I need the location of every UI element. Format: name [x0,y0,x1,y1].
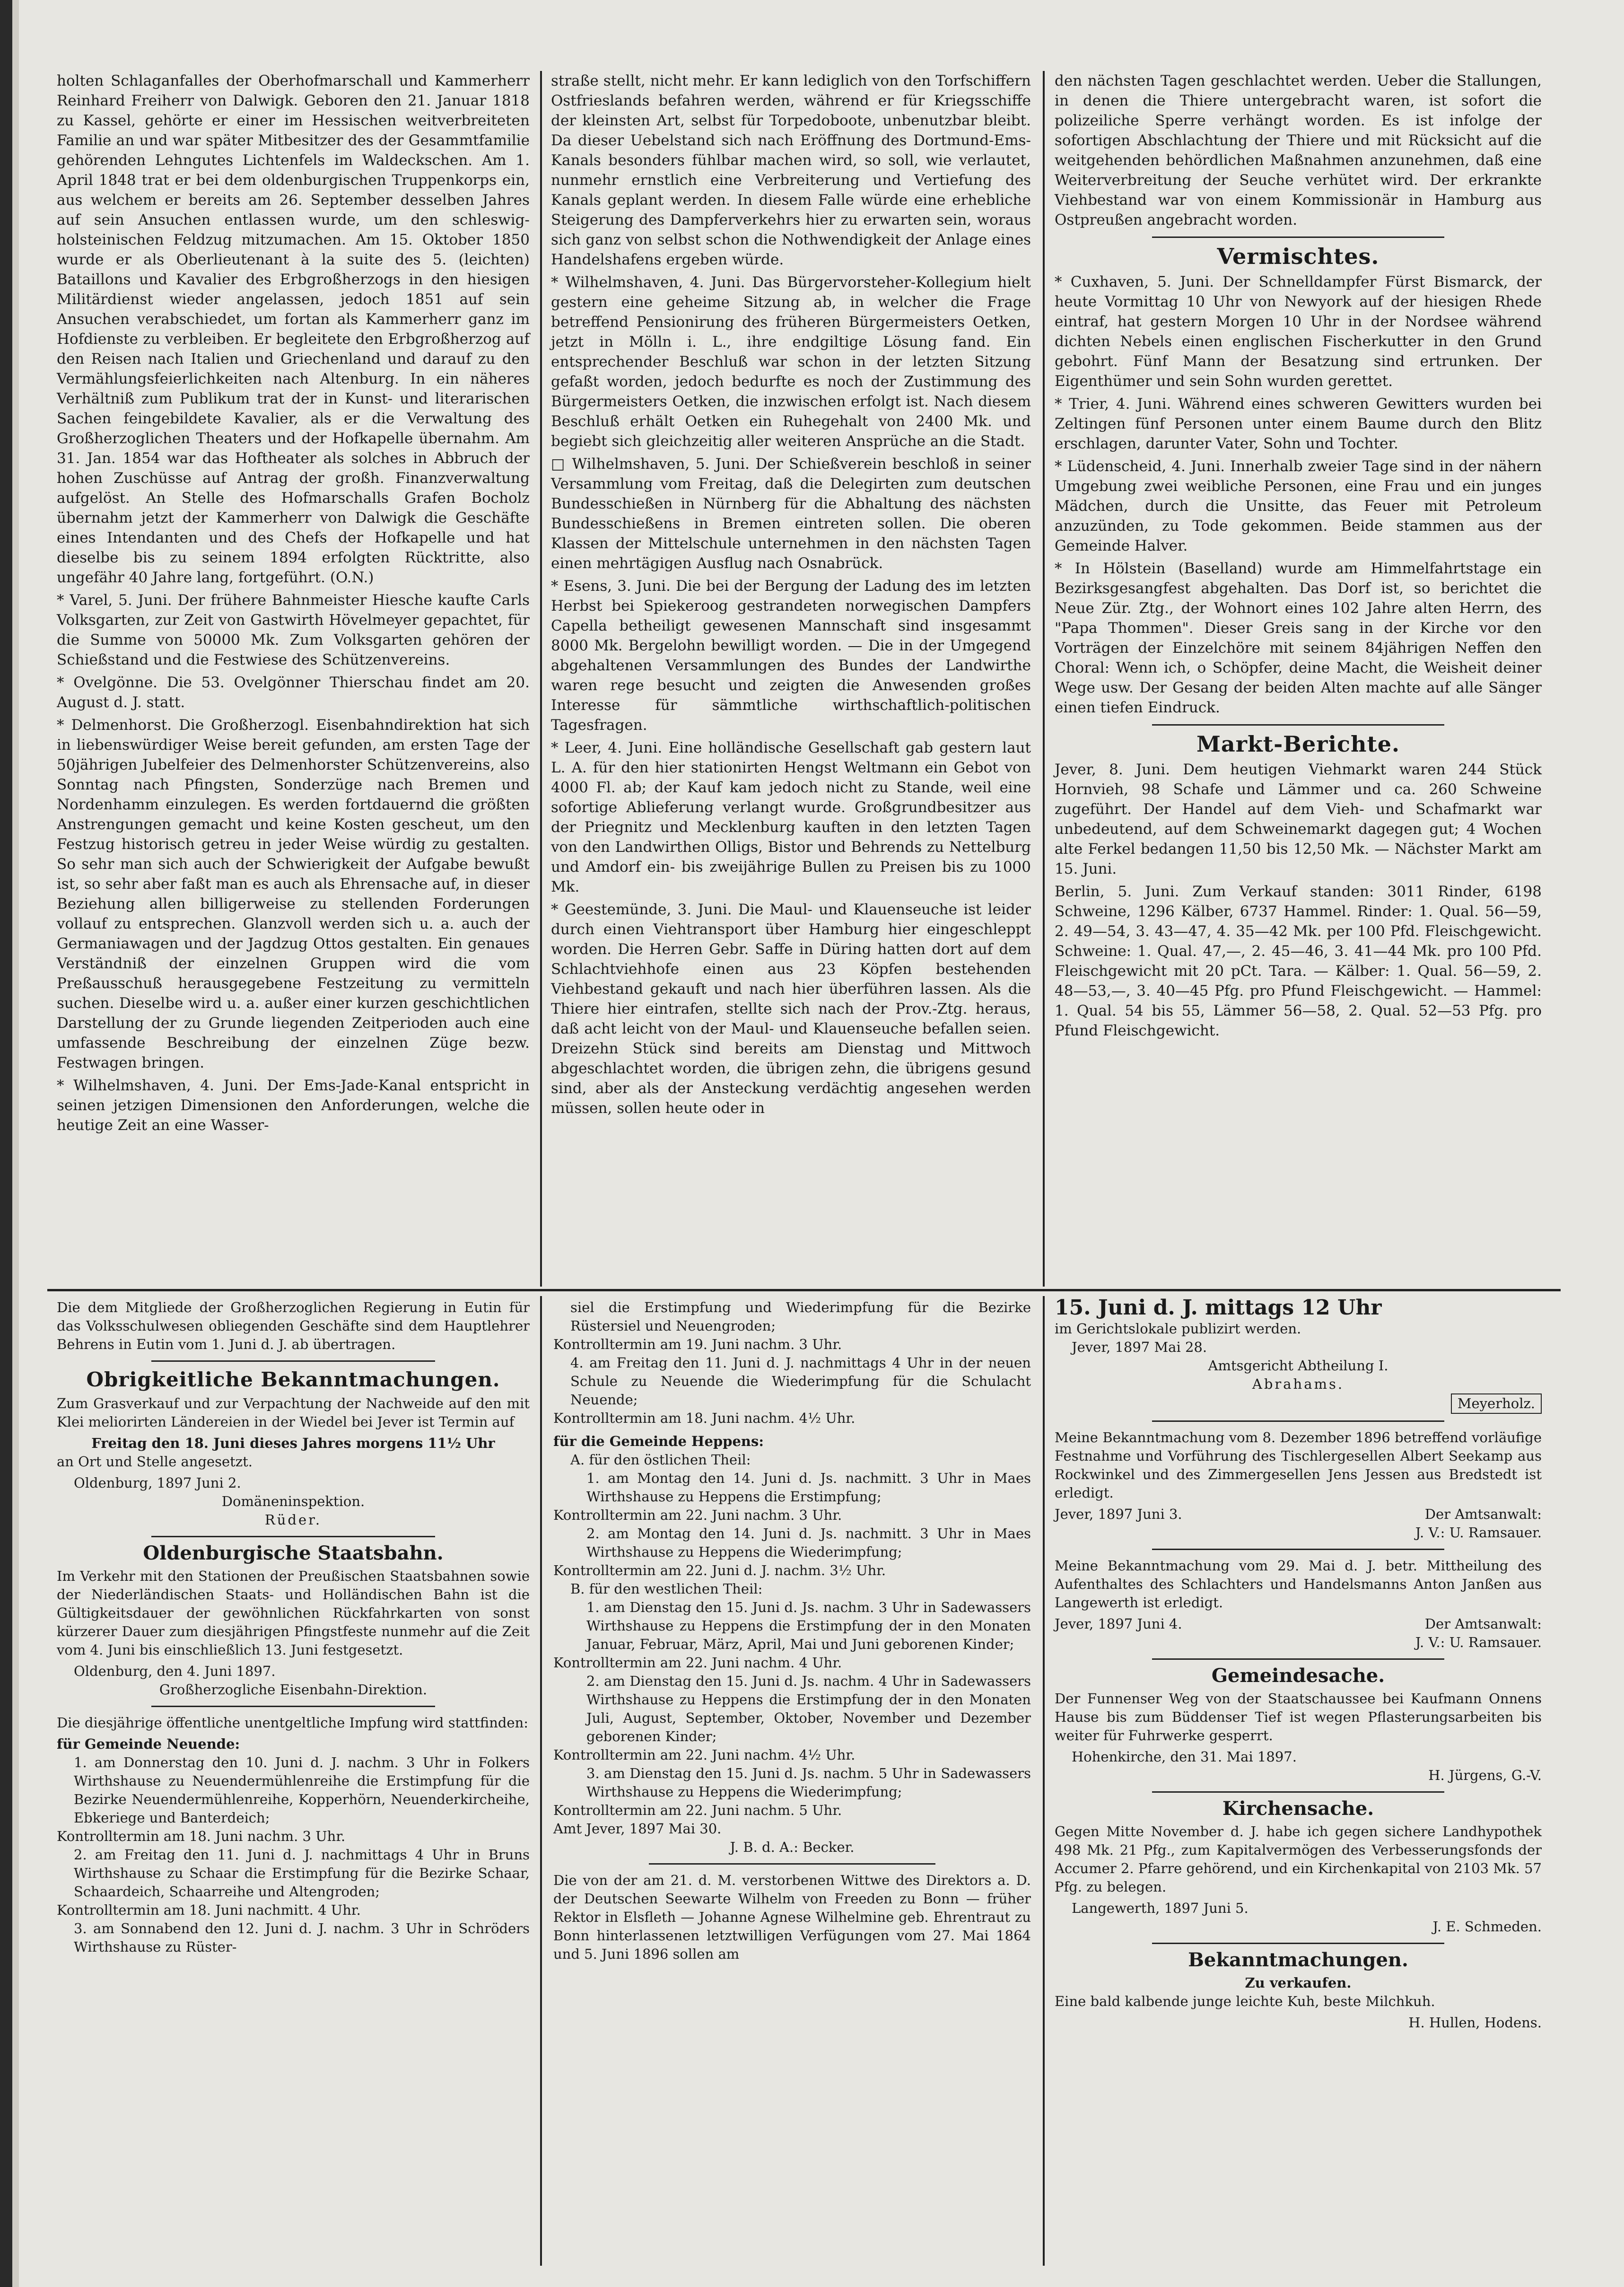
section-divider [47,1289,1561,1291]
divider [151,1706,435,1707]
impfung-item: 2. am Montag den 14. Juni d. Js. nachmitt. 3 Uhr in Maes Wirthshause zu Heppens die Wiederimpfung; [586,1525,1031,1560]
ads-rule-1 [540,1296,542,2266]
section-title-gemeindesache: Gemeindesache. [1211,1665,1385,1687]
notice-testament: Die von der am 21. d. M. verstorbenen Wittwe des Direktors a. D. der Deutschen Seewarte Wilhelm von Freeden zu Bonn — früher Rektor in Elsfleth — Johanne Agnese Wilhelmine geb. Ehrentraut zu Bonn hinterlassenen letztwilligen Verfügungen vom 27. Mai 1864 und 5. Juni 1896 sollen am [553,1872,1031,1962]
impfung-item: 4. am Freitag den 11. Juni d. J. nachmittags 4 Uhr in der neuen Schule zu Neuende die Wiederimpfung für die Schulacht Neuende; [570,1355,1031,1408]
signature-office: Amtsgericht Abtheilung I. [1208,1358,1388,1374]
kontrolltermin: Kontrolltermin am 18. Juni nachmitt. 4 Uhr. [57,1902,361,1918]
signature-name: H. Jürgens, G.-V. [1428,1767,1542,1783]
impfung-item: 3. am Sonnabend den 12. Juni d. J. nachm. 3 Uhr in Schröders Wirthshause zu Rüster- [74,1920,530,1955]
announcements-column-1 [57,1298,530,1956]
signature-clerk: Meyerholz. [1451,1393,1542,1414]
kontrolltermin: Kontrolltermin am 22. Juni nachm. 5 Uhr. [553,1802,842,1818]
article-varel: * Varel, 5. Juni. Der frühere Bahnmeister Hiesche kaufte Carls Volksgarten, zur Zeit von Gastwirth Hövelmeyer gepachtet, für die Summe von 50000 Mk. Zum Volksgarten gehören der Schießstand und die Festwiese des Schützenvereins. [57,592,530,668]
section-title-markt: Markt-Berichte. [1196,731,1400,757]
article-delmenhorst: * Delmenhorst. Die Großherzogl. Eisenbahndirektion hat sich in liebenswürdiger Weise bereit gefunden, am ersten Tage der 50jährigen Jubelfeier des Delmenhorster Schützenvereins, also Sonntag nach Pfingsten, Sonderzüge nach Bremen und Nordenhamm einzulegen. Es werden fortdauernd die größten Anstrengungen gemacht und keine Kosten gescheut, um den Festzug historisch getreu in jeder Weise würdig zu gestalten. So sehr man sich auch der Schwierigkeit der Aufgabe bewußt ist, so sehr aber faßt man es auch als Ehrensache auf, in dieser Beziehung allen billigerweise zu stellenden Forderungen vollauf zu entsprechen. Glanzvoll werden sich u. a. auch der Germaniawagen und der Jagdzug Ottos gestalten. Ein genaues Verständniß der einzelnen Gruppen wird die vom Preßausschuß herausgegebene Festzeitung zu vermitteln suchen. Dieselbe wird u. a. außer einer kurzen geschichtlichen Darstellung der zu Grunde liegenden Zeitperioden auch eine umfassende Beschreibung der einzelnen Züge bezw. Festwagen bringen. [57,717,530,1071]
article-wilhelmshaven-kanal: * Wilhelmshaven, 4. Juni. Der Ems-Jade-Kanal entspricht in seinen jetzigen Dimensionen den Anforderungen, welche die heutige Zeit an eine Wasser- [57,1077,530,1134]
kontrolltermin: Kontrolltermin am 22. Juni nachm. 3 Uhr. [553,1507,842,1523]
article-dalwigk: holten Schlaganfalles der Oberhofmarschall und Kammerherr Reinhard Freiherr von Dalwigk. Geboren den 21. Januar 1818 zu Kassel, gehörte er einer im Hessischen weitverbreiteten Familie an und war später Mitbesitzer des der Gesammtfamilie gehörenden Lehngutes Lichtenfels im Waldeckschen. Am 1. April 1848 trat er bei dem oldenburgischen Truppenkorps ein, aus welchem er bereits am 26. September desselben Jahres auf sein Ansuchen entlassen wurde, um den schleswig-holsteinischen Feldzug mitzumachen. Am 15. Oktober 1850 wurde er als Oberlieutenant à la suite des 5. (leichten) Bataillons und Kavalier des Erbgroßherzogs in den hiesigen Militärdienst wieder angelassen, jedoch 1851 auf sein Ansuchen verabschiedet, um fortan als Kammerherr ganz im Hofdienste zu verbleiben. Er begleitete den Erbgroßherzog auf den Reisen nach Italien und Griechenland und darauf zu den Vermählungsfeierlichkeiten nach Altenburg. In ein näheres Verhältniß zum Publikum trat der in Kunst- und literarischen Sachen feingebildete Kavalier, als er die Verwaltung des Großherzoglichen Theaters und der Hofkapelle übernahm. Am 31. Jan. 1854 war das Hoftheater als solches in Abbruch der hohen Zuschüsse auf Antrag der großh. Finanzverwaltung aufgelöst. An Stelle des Hofmarschalls Grafen Bocholz übernahm jetzt der Kammerherr von Dalwigk die Geschäfte eines Intendanten und des Chefs der Hofkapelle und hat dieselbe bis zu seinem 1894 erfolgten Rücktritte, also ungefähr 40 Jahre lang, fortgeführt. (O.N.) [57,72,530,586]
column-1 [57,71,530,1138]
notice-grasverkauf-date: Freitag den 18. Juni dieses Jahres morgens 11½ Uhr [91,1435,495,1451]
left-page-edge [0,0,12,2287]
signature-office: Der Amtsanwalt: [1424,1616,1542,1632]
signature-office: Domäneninspektion. [221,1493,365,1509]
publication-date: 15. Juni d. J. mittags 12 Uhr [1055,1296,1382,1320]
kontrolltermin: Kontrolltermin am 18. Juni nachm. 3 Uhr. [57,1828,346,1844]
signature-name: Rüder. [264,1512,322,1528]
section-title-obrigkeitlich: Obrigkeitliche Bekanntmachungen. [86,1368,500,1391]
impfung-item: 2. am Dienstag den 15. Juni d. Js. nachm. 4 Uhr in Sadewassers Wirthshause zu Heppens die Erstimpfung der in den Monaten Juli, August, September, Oktober, November und Dezember geborenen Kinder; [586,1673,1031,1744]
notice-impfung: Die diesjährige öffentliche unentgeltliche Impfung wird stattfinden: [57,1715,529,1731]
section-title-staatsbahn: Oldenburgische Staatsbahn. [143,1542,444,1564]
article-berlin-markt: Berlin, 5. Juni. Zum Verkauf standen: 3011 Rinder, 6198 Schweine, 1296 Kälber, 6737 Hammel. Rinder: 1. Qual. 56—59, 2. 49—54, 3. 43—47, 4. 35—42 Mk. per 100 Pfd. Fleischgewicht. Schweine: 1. Qual. 47,—, 2. 45—46, 3. 41—44 Mk. pro 100 Pfd. Fleischgewicht mit 20 pCt. Tara. — Kälber: 1. Qual. 56—59, 2. 48—53,—, 3. 40—45 Pfg. pro Pfund Fleischgewicht. — Hammel: 1. Qual. 54 bis 55, Lämmer 56—58, 2. Qual. 52—53 Pfg. pro Pfund Fleischgewicht. [1055,883,1542,1039]
kontrolltermin: Kontrolltermin am 22. Juni d. J. nachm. 3½ Uhr. [553,1562,886,1578]
divider [649,1863,935,1865]
signature-place-date: Jever, 1897 Mai 28. [1072,1339,1207,1355]
notice-grasverkauf-end: an Ort und Stelle angesetzt. [57,1454,253,1470]
section-title-kirchensache: Kirchensache. [1222,1797,1374,1820]
signature-place-date: Oldenburg, 1897 Juni 2. [74,1475,241,1491]
divider [1152,1658,1444,1660]
article-wilhelmshaven-schiessverein: □ Wilhelmshaven, 5. Juni. Der Schießverein beschloß in seiner Versammlung vom Freitag, daß die Delegirten zum deutschen Bundesschießen in Nürnberg für die Abhaltung des nächsten Bundesschießens in Bremen eintreten sollen. Die oberen Klassen der Mittelschule unternehmen in den nächsten Tagen einen mehrtägigen Ausflug nach Osnabrück. [551,456,1031,572]
column-3 [1055,71,1542,1043]
signature-place-date: Oldenburg, den 4. Juni 1897. [74,1663,276,1679]
impfung-item: 1. am Donnerstag den 10. Juni d. J. nachm. 3 Uhr in Folkers Wirthshause zu Neuendermühlenreihe die Erstimpfung für die Bezirke Neuendermühlenreihe, Kopperhörn, Neuenderkircheihe, Ebkeriege und Banterdeich; [74,1754,530,1826]
impfung-item: 3. am Dienstag den 15. Juni d. Js. nachm. 5 Uhr in Sadewassers Wirthshause zu Heppens die Wiederimpfung; [586,1765,1031,1800]
notice-grasverkauf: Zum Grasverkauf und zur Verpachtung der Nachweide auf den mit Klei meliorirten Ländereien in der Wiedel bei Jever ist Termin auf [57,1395,530,1430]
announcements-column-3 [1055,1298,1542,2032]
article-hoelstein: * In Hölstein (Baselland) wurde am Himmelfahrtstage ein Bezirksgesangfest abgehalten. Das Dorf ist, so berichtet die Neue Zür. Ztg., der Wohnort eines 102 Jahre alten Herrn, des "Papa Thommen". Dieser Greis sang in der Kirche vor den Vorträgen der Einzelchöre mit seinem 84jährigen Neffen den Choral: Wenn ich, o Schöpfer, deine Macht, die Weisheit deiner Wege usw. Der Gesang der beiden Alten machte auf alle Sänger einen tiefen Eindruck. [1055,560,1542,716]
divider [1152,1943,1444,1944]
page-gutter [12,0,19,2287]
signature-row [1055,1615,1542,1633]
article-wilhelmshaven-buergervorsteher: * Wilhelmshaven, 4. Juni. Das Bürgervorsteher-Kollegium hielt gestern eine geheime Sitzung ab, in welcher die Frage betreffend Pensionirung des früheren Bürgermeisters Oetken, jetzt in Mölln i. L., ihre endgiltige Lösung fand. Ein entsprechender Beschluß war schon in der letzten Sitzung gefaßt worden, jedoch bedurfte es noch der Zustimmung des Bürgermeisters Oetken, die inzwischen erfolgt ist. Nach diesem Beschluß erhält Oetken ein Ruhegehalt von 2400 Mk. und begiebt sich gleichzeitig aller weiteren Ansprüche an die Stadt. [551,274,1031,450]
notice-janssen: Meine Bekanntmachung vom 29. Mai d. J. betr. Mittheilung des Aufenthaltes des Schlachters und Handelsmanns Anton Janßen aus Langewerth ist erledigt. [1055,1558,1542,1611]
divider [1152,1549,1444,1550]
notice-gemeindesache: Der Funnenser Weg von der Staatschaussee bei Kaufmann Onnens Hause bis zum Büddenser Tief ist wegen Pflasterungsarbeiten bis weiter für Fuhrwerke gesperrt. [1055,1691,1542,1744]
notice-staatsbahn: Im Verkehr mit den Stationen der Preußischen Staatsbahnen sowie der Niederländischen Staats- und Holländischen Bahn ist die Gültigkeitsdauer der gewöhnlichen Rückfahrkarten von sonst kürzerer Dauer zum diesjährigen Pfingstfeste nunmehr auf die Zeit vom 4. Juni bis einschließlich 13. Juni festgesetzt. [57,1568,530,1658]
divider [1152,1791,1444,1793]
notice-eutin: Die dem Mitgliede der Großherzoglichen Regierung in Eutin für das Volksschulwesen obliegenden Geschäfte sind dem Hauptlehrer Behrens in Eutin vom 1. Juni d. J. ab übertragen. [57,1299,530,1352]
ads-rule-2 [1043,1296,1045,2266]
section-title-vermischtes: Vermischtes. [1217,244,1380,269]
notice-kirchensache: Gegen Mitte November d. J. habe ich gegen sichere Landhypothek 498 Mk. 21 Pfg., zum Kapitalvermögen des Verbesserungsfonds der Accumer 2. Pfarre gehörend, und ein Kirchenkapital von 2103 Mk. 57 Pfg. zu belegen. [1055,1823,1542,1895]
impfung-item: siel die Erstimpfung und Wiederimpfung für die Bezirke Rüstersiel und Neuengroden; [570,1299,1031,1334]
divider [1152,724,1444,726]
signature-name: Abrahams. [1252,1376,1345,1392]
kontrolltermin: Kontrolltermin am 22. Juni nachm. 4½ Uhr. [553,1747,856,1763]
impfung-neuende-heading: für Gemeinde Neuende: [57,1736,240,1752]
article-kanal-cont: straße stellt, nicht mehr. Er kann lediglich von den Torfschiffern Ostfrieslands befahren werden, während er für Kriegsschiffe der kleinsten Art, selbst für Torpedoboote, unbenutzbar bleibt. Da dieser Uebelstand sich nach Eröffnung des Dortmund-Ems-Kanals besonders fühlbar machen wird, so soll, wie verlautet, nunmehr ernstlich eine Verbreiterung und Vertiefung des Kanals geplant werden. In diesem Falle würde eine erhebliche Steigerung des Dampferverkehrs hier zu erwarten sein, woraus sich ganz von selbst schon die Nothwendigkeit der Anlage eines Handelshafens ergeben würde. [551,72,1031,268]
divider [151,1536,435,1537]
impfung-item: 2. am Freitag den 11. Juni d. J. nachmittags 4 Uhr in Bruns Wirthshause zu Schaar die Erstimpfung für die Bezirke Schaar, Schaardeich, Schaarreihe und Altengroden; [74,1847,530,1900]
announcements-column-2 [553,1298,1031,1966]
signature-office: Großherzogliche Eisenbahn-Direktion. [159,1682,428,1698]
kontrolltermin: Kontrolltermin am 19. Juni nachm. 3 Uhr. [553,1336,842,1352]
article-luedenscheid: * Lüdenscheid, 4. Juni. Innerhalb zweier Tage sind in der nähern Umgebung zwei weibliche Personen, eine Frau und ein junges Mädchen, durch die Unsitte, das Feuer mit Petroleum anzuzünden, zu Tode gekommen. Beide stammen aus der Gemeinde Halver. [1055,458,1542,554]
signature-office: Der Amtsanwalt: [1424,1506,1542,1522]
signature-place-date: Amt Jever, 1897 Mai 30. [553,1821,722,1837]
signature-place-date: Hohenkirche, den 31. Mai 1897. [1072,1749,1297,1765]
article-geestemuende-cont: den nächsten Tagen geschlachtet werden. Ueber die Stallungen, in denen die Thiere untergebracht waren, ist sofort die polizeiliche Sperre verhängt worden. Es ist infolge der sofortigen Abschlachtung der Thiere und mit Rücksicht auf die weitgehenden behördlichen Maßnahmen anzunehmen, daß eine Weiterverbreitung der Seuche verhütet wird. Der erkrankte Viehbestand war von einem Kommissionär in Hamburg aus Ostpreußen angebracht worden. [1055,72,1542,228]
notice-seekamp: Meine Bekanntmachung vom 8. Dezember 1896 betreffend vorläufige Festnahme und Vorführung des Tischlergesellen Albert Seekamp aus Rockwinkel und des Zimmergesellen Jens Jessen aus Bredstedt ist erledigt. [1055,1429,1542,1501]
signature-name: J. B. d. A.: Becker. [730,1839,855,1855]
column-rule-1 [540,71,542,1287]
impfung-subheading: B. für den westlichen Theil: [570,1581,763,1597]
impfung-subheading: A. für den östlichen Theil: [570,1452,751,1468]
notice-verkaufen: Eine bald kalbende junge leichte Kuh, beste Milchkuh. [1055,1993,1435,2009]
impfung-heppens-heading: für die Gemeinde Heppens: [553,1433,764,1449]
kontrolltermin: Kontrolltermin am 22. Juni nachm. 4 Uhr. [553,1655,842,1671]
divider [1152,237,1444,238]
newspaper-page [19,0,1624,2287]
signature-name: H. Hullen, Hodens. [1408,2015,1542,2031]
publication-place: im Gerichtslokale publizirt werden. [1055,1321,1301,1337]
kontrolltermin: Kontrolltermin am 18. Juni nachm. 4½ Uhr. [553,1410,856,1426]
impfung-item: 1. am Montag den 14. Juni d. Js. nachmitt. 3 Uhr in Maes Wirthshause zu Heppens die Erstimpfung; [586,1470,1031,1505]
section-title-bekanntmachungen: Bekanntmachungen. [1188,1949,1408,1971]
signature-place-date: Jever, 1897 Juni 4. [1055,1616,1182,1632]
signature-place-date: Langewerth, 1897 Juni 5. [1072,1900,1249,1916]
article-geestemuende: * Geestemünde, 3. Juni. Die Maul- und Klauenseuche ist leider durch einen Viehtransport über Hamburg hier eingeschleppt worden. Die Herren Gebr. Saffe in Düring hatten dort auf dem Schlachtviehhofe einen aus 23 Köpfen bestehenden Viehbestand gekauft und nach hier überführen lassen. Als die Thiere hier eintrafen, stellte sich nach der Prov.-Ztg. heraus, daß acht leicht von der Maul- und Klauenseuche befallen seien. Dreizehn Stück sind bereits am Dienstag und Mittwoch abgeschlachtet worden, die übrigen zehn, die übrigens gesund sind, aber als der Ansteckung verdächtig angesehen werden müssen, sollen heute oder in [551,901,1031,1117]
article-ovelgoenne: * Ovelgönne. Die 53. Ovelgönner Thierschau findet am 20. August d. J. statt. [57,674,530,711]
signature-place-date: Jever, 1897 Juni 3. [1055,1506,1182,1522]
signature-name: J. V.: U. Ramsauer. [1415,1634,1542,1650]
column-rule-2 [1043,71,1045,1287]
article-leer: * Leer, 4. Juni. Eine holländische Gesellschaft gab gestern laut L. A. für den hier stationirten Hengst Weltmann ein Gebot von 4000 Fl. ab; der Kauf kam jedoch nicht zu Stande, weil eine sofortige Ablieferung verlangt wurde. Großgrundbesitzer aus der Priegnitz und Mecklenburg kauften in den letzten Tagen von den Landwirthen Olligs, Bistor und Behrends zu Nettelburg und Amdorf ein- bis zweijährige Bullen zu Preisen bis zu 1000 Mk. [551,739,1031,895]
article-cuxhaven: * Cuxhaven, 5. Juni. Der Schnelldampfer Fürst Bismarck, der heute Vormittag 10 Uhr von Newyork auf der hiesigen Rhede eintraf, hat gestern Morgen 10 Uhr in der Nordsee während dichten Nebels einen englischen Fischerkutter in den Grund gebohrt. Fünf Mann der Besatzung sind ertrunken. Der Eigenthümer und sein Sohn wurden gerettet. [1055,273,1542,390]
signature-name: J. E. Schmeden. [1432,1919,1542,1935]
divider [151,1360,435,1362]
signature-name: J. V.: U. Ramsauer. [1415,1525,1542,1541]
section-title-verkaufen: Zu verkaufen. [1245,1975,1352,1991]
signature-row [1055,1505,1542,1524]
article-jever-markt: Jever, 8. Juni. Dem heutigen Viehmarkt waren 244 Stück Hornvieh, 98 Schafe und Lämmer und ca. 260 Schweine zugeführt. Der Handel auf dem Vieh- und Schafmarkt war unbedeutend, auf dem Schweinemarkt dagegen gut; 4 Wochen alte Ferkel bedangen 11,50 bis 12,50 Mk. — Nächster Markt am 15. Juni. [1055,761,1542,877]
article-esens: * Esens, 3. Juni. Die bei der Bergung der Ladung des im letzten Herbst bei Spiekeroog gestrandeten norwegischen Dampfers Capella betheiligt gewesenen Mannschaft sind insgesammt 8000 Mk. Bergelohn bewilligt worden. — Die in der Umgegend abgehaltenen Versammlungen des Bundes der Landwirthe waren rege besucht und zeigten die Anwesenden großes Interesse für sämmtliche wirthschaftlich-politischen Tagesfragen. [551,578,1031,734]
article-trier: * Trier, 4. Juni. Während eines schweren Gewitters wurden bei Zeltingen fünf Personen unter einem Baume durch den Blitz erschlagen, darunter Vater, Sohn und Tochter. [1055,395,1542,452]
impfung-item: 1. am Dienstag den 15. Juni d. Js. nachm. 3 Uhr in Sadewassers Wirthshause zu Heppens die Erstimpfung der in den Monaten Januar, Februar, März, April, Mai und Juni geborenen Kinder; [586,1599,1031,1652]
divider [1152,1420,1444,1422]
column-2 [551,71,1031,1121]
